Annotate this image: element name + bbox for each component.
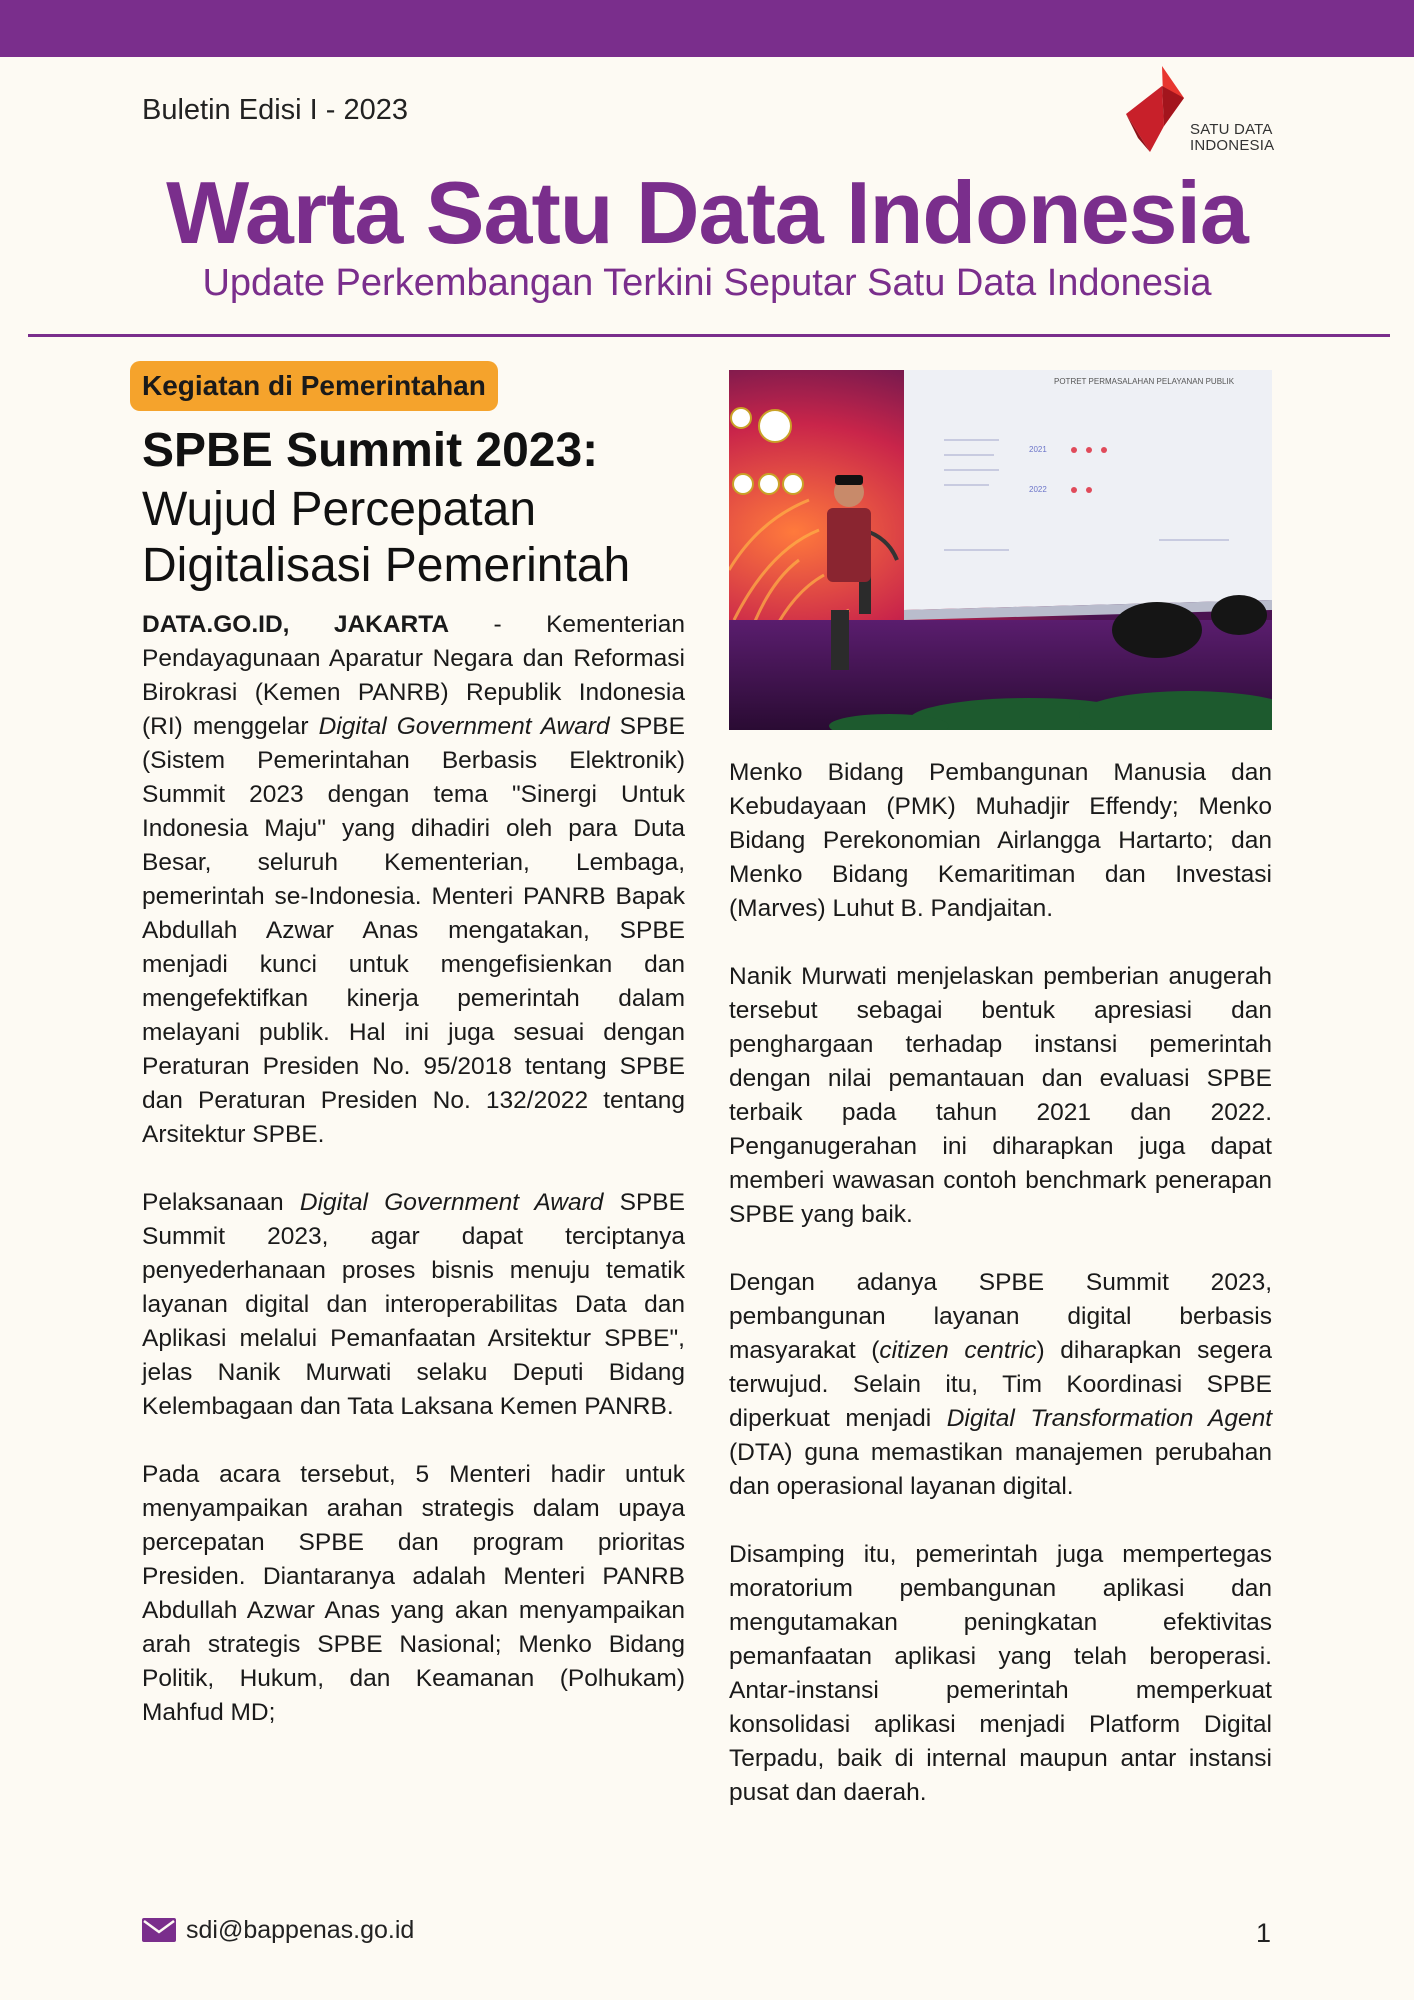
category-badge: Kegiatan di Pemerintahan <box>130 361 498 411</box>
paragraph-1-text-cont: SPBE (Sistem Pemerintahan Berbasis Elektronik) Summit 2023 dengan tema "Sinergi Untuk Indonesia Maju" yang dihadiri oleh para Duta Besar, seluruh Kementerian, Lembaga, pemerintah se-Indonesia. Menteri PANRB Bapak Abdullah Azwar Anas mengatakan, SPBE menjadi kunci untuk mengefisienkan dan mengefektifkan kinerja pemerintah dalam melayani publik. Hal ini juga sesuai dengan Peraturan Presiden No. 95/2018 tentang SPBE dan Peraturan Presiden No. 132/2022 tentang Arsitektur SPBE. <box>142 713 685 1148</box>
logo-mark-icon <box>1124 64 1190 154</box>
event-photo <box>729 370 1272 730</box>
logo-text-line1: SATU DATA <box>1190 121 1273 138</box>
header-divider <box>28 334 1390 337</box>
headline-bold: SPBE Summit 2023: <box>142 424 599 477</box>
contact-email: sdi@bappenas.go.id <box>186 1916 415 1944</box>
mail-icon <box>142 1918 176 1942</box>
paragraph-2 <box>142 1186 685 1424</box>
paragraph-4: Menko Bidang Pembangunan Manusia dan Kebudayaan (PMK) Muhadjir Effendy; Menko Bidang Perekonomian Airlangga Hartarto; dan Menko Bidang Kemaritiman dan Investasi (Marves) Luhut B. Pandjaitan. <box>729 759 1272 922</box>
paragraph-6-text-end: (DTA) guna memastikan manajemen perubahan dan operasional layanan digital. <box>729 1439 1272 1500</box>
paragraph-3: Pada acara tersebut, 5 Menteri hadir untuk menyampaikan arahan strategis dalam upaya percepatan SPBE dan program prioritas Presiden. Diantaranya adalah Menteri PANRB Abdullah Azwar Anas yang akan menyampaikan arah strategis SPBE Nasional; Menko Bidang Politik, Hukum, dan Keamanan (Polhukam) Mahfud MD; <box>142 1461 685 1726</box>
screen-year-2021: 2021 <box>1029 445 1047 454</box>
bulletin-title: Warta Satu Data Indonesia <box>166 163 1248 262</box>
article-column-left <box>142 608 685 1764</box>
paragraph-2-text: Pelaksanaan <box>142 1189 300 1216</box>
paragraph-6-text: Dengan adanya SPBE Summit 2023, pembangunan layanan digital berbasis masyarakat ( <box>729 1269 1272 1364</box>
bulletin-subtitle: Update Perkembangan Terkini Seputar Satu Data Indonesia <box>202 262 1212 304</box>
paragraph-6-emphasis-2: Digital Transformation Agent <box>946 1405 1273 1432</box>
paragraph-5: Nanik Murwati menjelaskan pemberian anugerah tersebut sebagai bentuk apresiasi dan penghargaan terhadap instansi pemerintah dengan nilai pemantauan dan evaluasi SPBE terbaik pada tahun 2021 dan 2022. Penganugerahan ini diharapkan juga dapat memberi wawasan contoh benchmark penerapan SPBE yang baik. <box>729 963 1272 1228</box>
paragraph-1-emphasis: Digital Government Award <box>318 713 610 740</box>
article-headline <box>142 420 702 594</box>
satu-data-logo <box>1124 64 1274 160</box>
paragraph-7: Disamping itu, pemerintah juga mempertegas moratorium pembangunan aplikasi dan mengutamakan peningkatan efektivitas pemanfaatan aplikasi yang telah beroperasi. Antar-instansi pemerintah memperkuat konsolidasi aplikasi menjadi Platform Digital Terpadu, baik di internal maupun antar instansi pusat dan daerah. <box>729 1541 1272 1806</box>
headline-subtitle: Wujud Percepatan Digitalisasi Pemerintah <box>142 483 631 592</box>
edition-label: Buletin Edisi I - 2023 <box>142 94 408 126</box>
screen-year-2022: 2022 <box>1029 485 1047 494</box>
paragraph-6 <box>729 1266 1272 1504</box>
paragraph-2-emphasis: Digital Government Award <box>299 1189 604 1216</box>
paragraph-1 <box>142 608 685 1152</box>
page-number: 1 <box>1256 1918 1272 1948</box>
screen-title: POTRET PERMASALAHAN PELAYANAN PUBLIK <box>1054 377 1235 386</box>
paragraph-6-text-cont: ) diharapkan segera terwujud. Selain itu, Tim Koordinasi SPBE diperkuat menjadi <box>729 1337 1272 1432</box>
article-column-right <box>729 756 1272 1844</box>
dateline: DATA.GO.ID, JAKARTA <box>142 611 450 638</box>
logo-text-line2: INDONESIA <box>1190 137 1275 154</box>
paragraph-2-text-cont: SPBE Summit 2023, agar dapat terciptanya penyederhanaan proses bisnis menuju tematik layanan digital dan interoperabilitas Data dan Aplikasi melalui Pemanfaatan Arsitektur SPBE", jelas Nanik Murwati selaku Deputi Bidang Kelembagaan dan Tata Laksana Kemen PANRB. <box>142 1189 685 1420</box>
paragraph-6-emphasis-1: citizen centric <box>879 1337 1037 1364</box>
paragraph-1-text: - Kementerian Pendayagunaan Aparatur Negara dan Reformasi Birokrasi (Kemen PANRB) Republik Indonesia (RI) menggelar <box>142 611 685 740</box>
top-color-bar <box>0 0 1414 57</box>
